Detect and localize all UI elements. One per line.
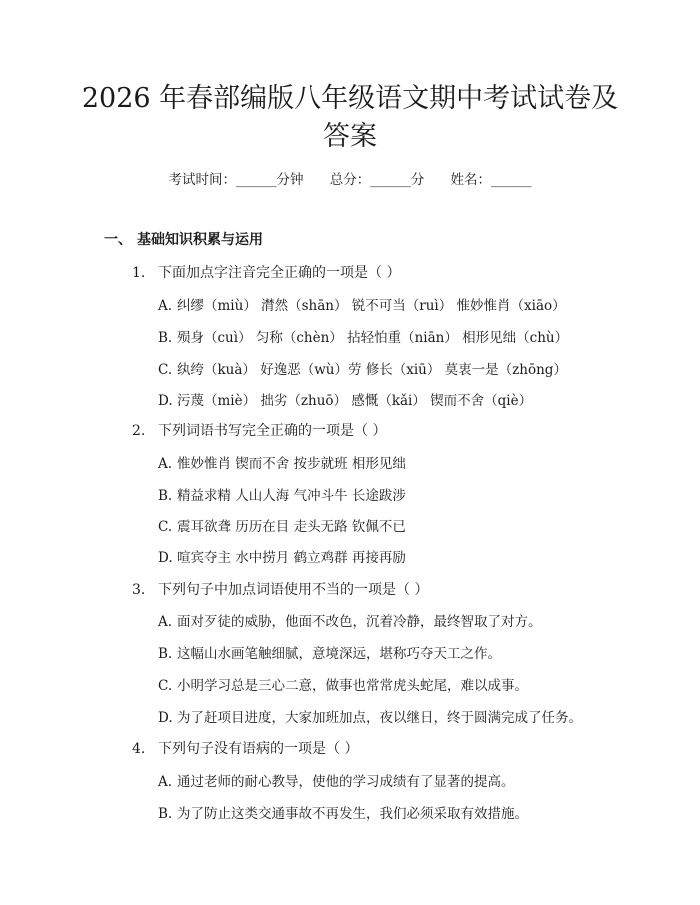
option-letter: A. bbox=[158, 298, 173, 314]
title-line-2: 答案 bbox=[323, 121, 377, 152]
question-1-option-b[interactable] bbox=[158, 326, 568, 346]
question-2-option-c[interactable] bbox=[158, 515, 406, 535]
section-title: 基础知识积累与运用 bbox=[137, 232, 263, 248]
option-text: 为了赶项目进度，大家加班加点，夜以继日，终于圆满完成了任务。 bbox=[177, 710, 582, 726]
option-text: 纨绔（kuà） 好逸恶（wù）劳 修长（xiū） 莫衷一是（zhōng） bbox=[177, 362, 567, 378]
option-letter: A. bbox=[158, 774, 173, 790]
question-text: 下列词语书写完全正确的一项是（ ） bbox=[158, 423, 387, 439]
option-letter: C. bbox=[158, 678, 173, 694]
option-text: 精益求精 人山人海 气冲斗牛 长途跋涉 bbox=[177, 488, 406, 504]
question-3-option-a[interactable] bbox=[158, 610, 542, 630]
question-4 bbox=[132, 738, 358, 758]
question-1 bbox=[132, 262, 400, 282]
question-2-option-a[interactable] bbox=[158, 452, 406, 472]
question-text: 下列句子中加点词语使用不当的一项是（ ） bbox=[158, 582, 429, 598]
question-1-option-d[interactable] bbox=[158, 389, 532, 409]
option-text: 纠缪（miù） 潸然（shān） 锐不可当（ruì） 惟妙惟肖（xiāo） bbox=[177, 298, 566, 314]
option-text: 通过老师的耐心教导，使他的学习成绩有了显著的提高。 bbox=[177, 774, 515, 790]
question-text: 下面加点字注音完全正确的一项是（ ） bbox=[158, 265, 401, 281]
option-letter: B. bbox=[158, 806, 173, 822]
option-letter: A. bbox=[158, 456, 173, 472]
question-4-option-a[interactable] bbox=[158, 770, 515, 790]
question-3-option-c[interactable] bbox=[158, 674, 528, 694]
section-number: 一、 bbox=[104, 232, 132, 248]
option-text: 喧宾夺主 水中捞月 鹤立鸡群 再接再励 bbox=[177, 550, 406, 566]
exam-title bbox=[60, 80, 640, 156]
question-1-option-a[interactable] bbox=[158, 294, 566, 314]
question-2-option-b[interactable] bbox=[158, 484, 406, 504]
name-field[interactable]: 姓名：______ bbox=[450, 172, 532, 188]
question-2 bbox=[132, 420, 386, 440]
option-letter: A. bbox=[158, 614, 173, 630]
exam-meta bbox=[0, 168, 700, 188]
option-letter: B. bbox=[158, 488, 173, 504]
option-letter: D. bbox=[158, 550, 173, 566]
exam-time-field[interactable]: 考试时间：______分钟 bbox=[168, 172, 304, 188]
question-1-option-c[interactable] bbox=[158, 358, 567, 378]
question-number: 4. bbox=[132, 741, 146, 757]
option-text: 惟妙惟肖 锲而不舍 按步就班 相形见绌 bbox=[177, 456, 406, 472]
option-text: 污蔑（miè） 拙劣（zhuō） 感慨（kǎi） 锲而不舍（qiè） bbox=[177, 393, 533, 409]
option-text: 震耳欲聋 历历在目 走头无路 钦佩不已 bbox=[177, 519, 406, 535]
option-letter: B. bbox=[158, 330, 173, 346]
option-text: 殒身（cuì） 匀称（chèn） 拈轻怕重（niān） 相形见绌（chù） bbox=[177, 330, 569, 346]
option-letter: C. bbox=[158, 519, 173, 535]
question-3-option-d[interactable] bbox=[158, 706, 582, 726]
option-letter: D. bbox=[158, 393, 173, 409]
section-heading bbox=[104, 229, 263, 249]
question-3 bbox=[132, 579, 428, 599]
question-text: 下列句子没有语病的一项是（ ） bbox=[158, 741, 359, 757]
question-number: 2. bbox=[132, 423, 146, 439]
option-letter: D. bbox=[158, 710, 173, 726]
question-number: 3. bbox=[132, 582, 146, 598]
total-score-field[interactable]: 总分：______分 bbox=[329, 172, 425, 188]
question-2-option-d[interactable] bbox=[158, 546, 406, 566]
question-3-option-b[interactable] bbox=[158, 642, 501, 662]
option-text: 面对歹徒的威胁，他面不改色，沉着冷静，最终智取了对方。 bbox=[177, 614, 542, 630]
option-text: 为了防止这类交通事故不再发生，我们必须采取有效措施。 bbox=[177, 806, 528, 822]
question-number: 1. bbox=[132, 265, 146, 281]
option-letter: B. bbox=[158, 646, 173, 662]
option-text: 小明学习总是三心二意，做事也常常虎头蛇尾，难以成事。 bbox=[177, 678, 528, 694]
option-letter: C. bbox=[158, 362, 173, 378]
title-line-1: 2026 年春部编版八年级语文期中考试试卷及 bbox=[81, 83, 619, 114]
option-text: 这幅山水画笔触细腻，意境深远，堪称巧夺天工之作。 bbox=[177, 646, 501, 662]
question-4-option-b[interactable] bbox=[158, 802, 528, 822]
